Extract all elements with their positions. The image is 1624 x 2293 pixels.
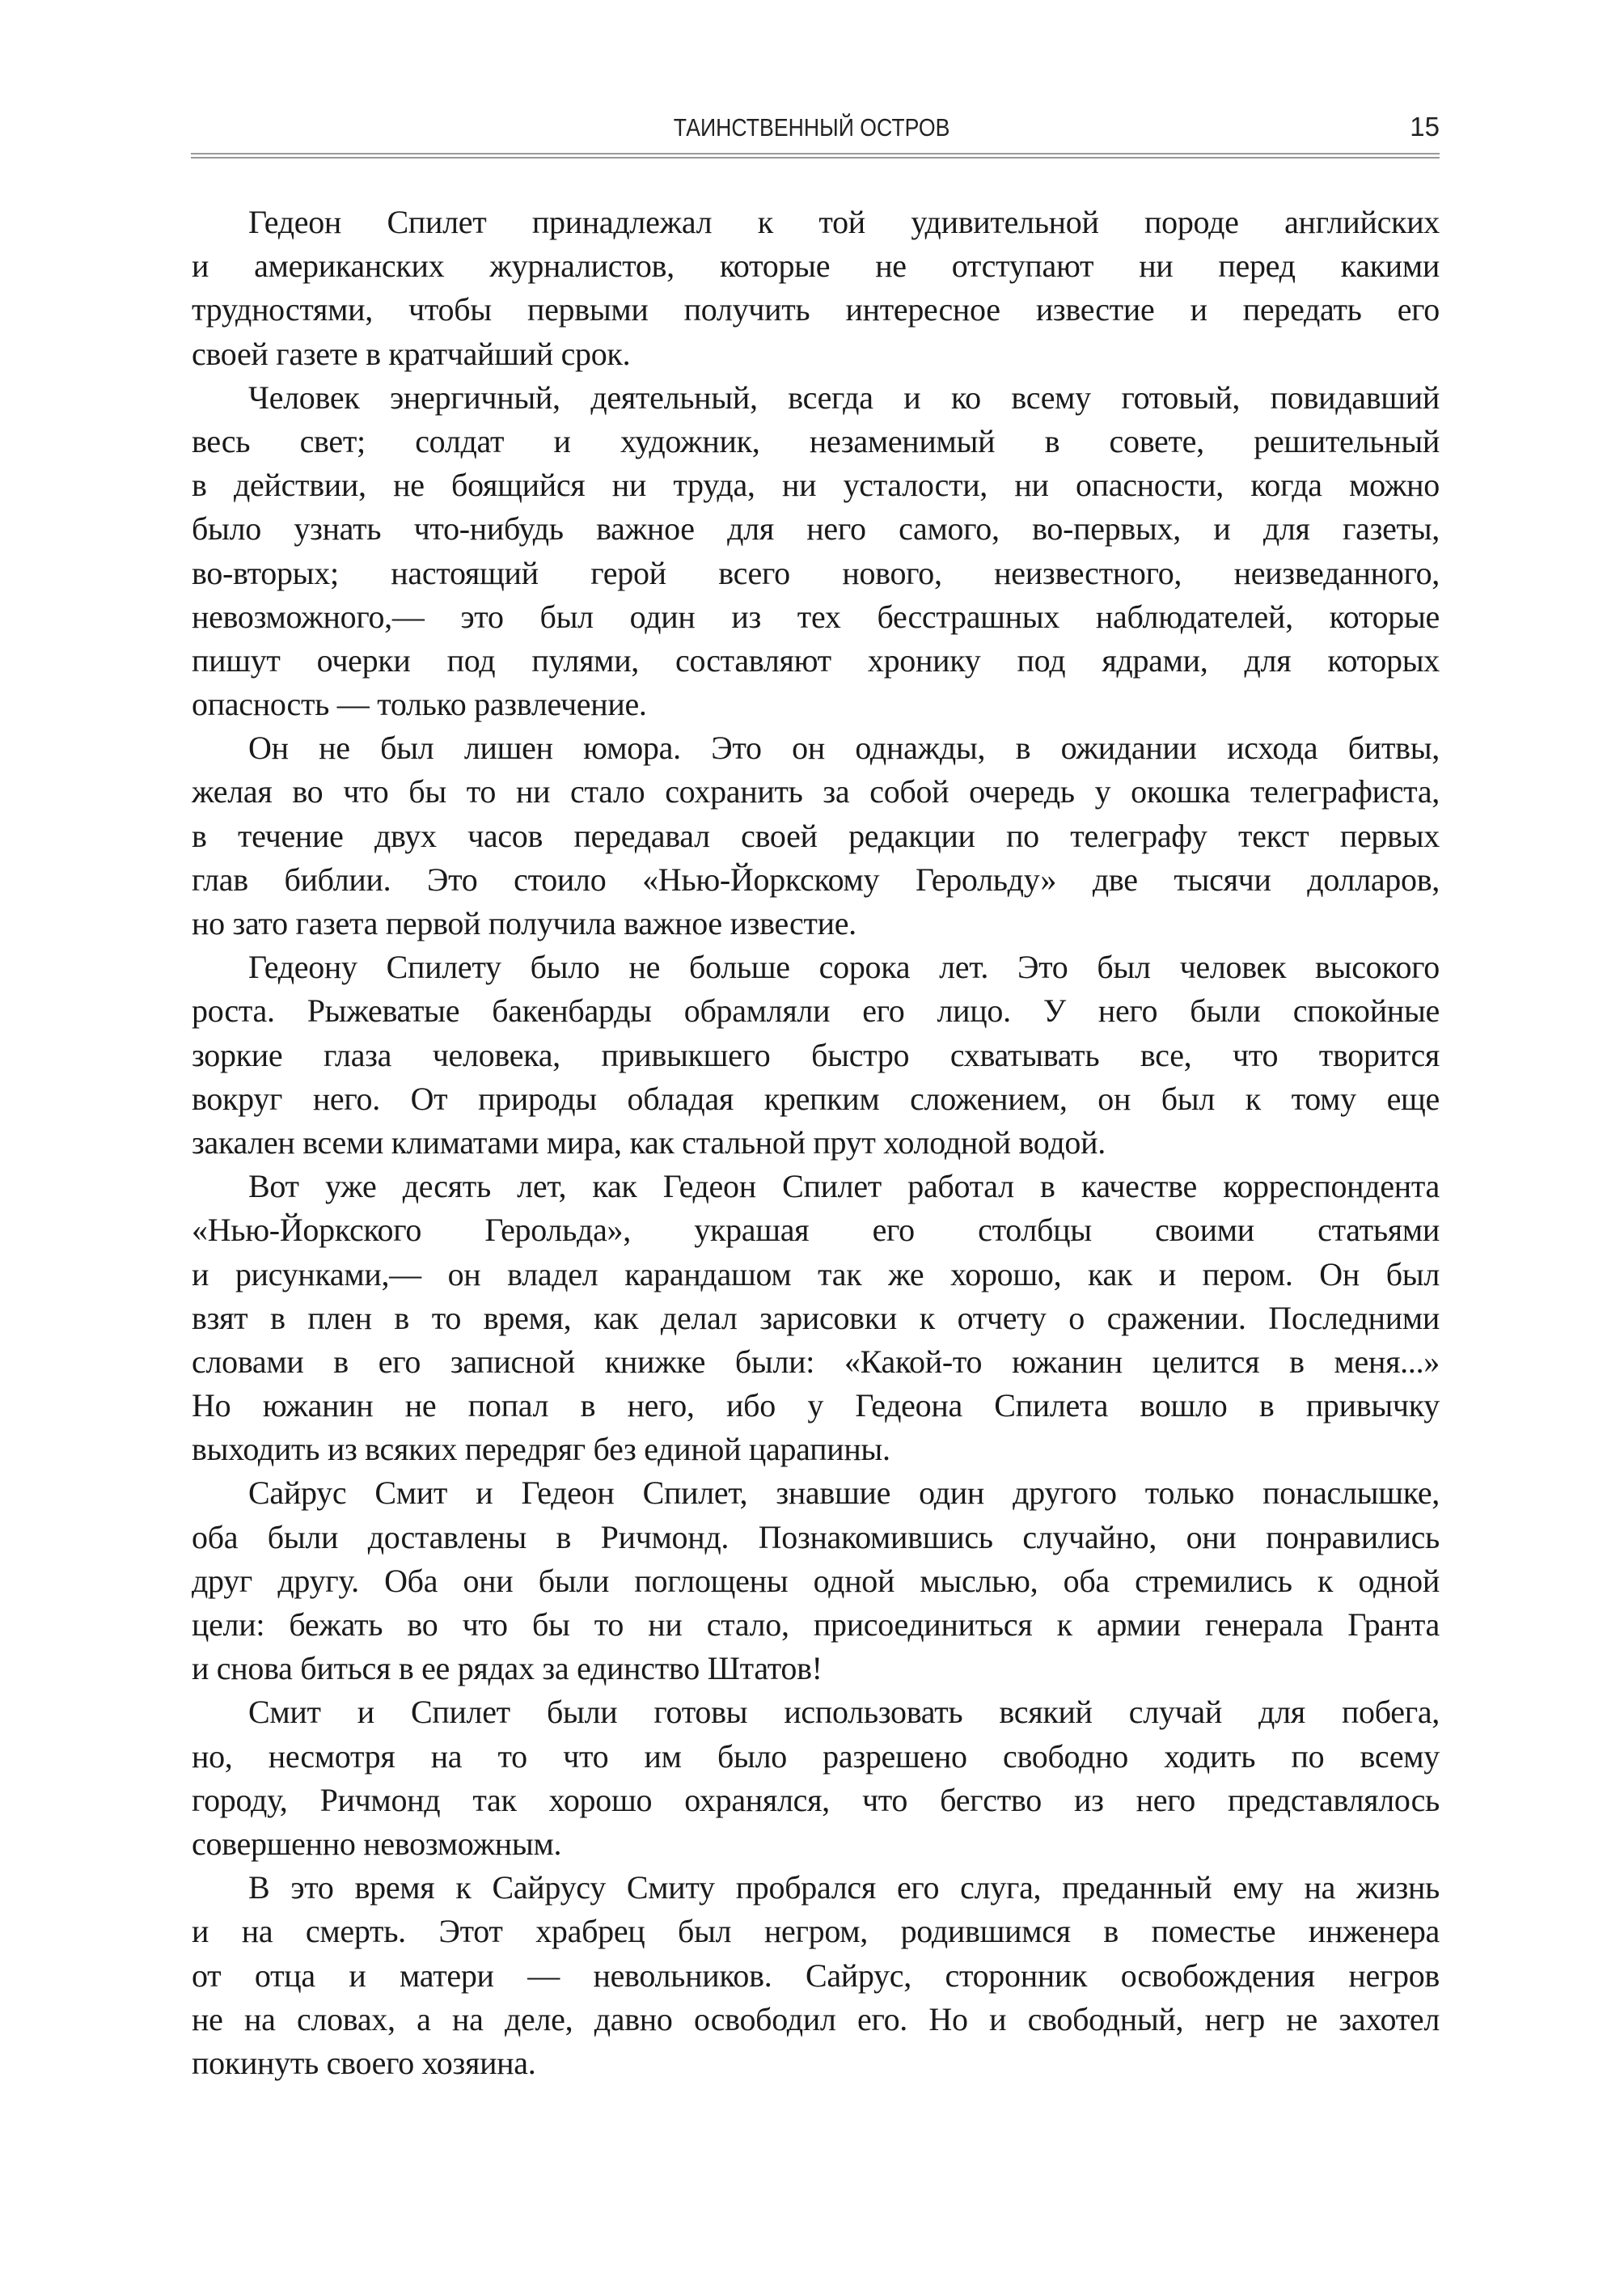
text-line: было узнать что-нибудь важное для него самого, во-первых, и для газеты, xyxy=(192,510,1440,548)
text-line: пишут очерки под пулями, составляют хронику под ядрами, для которых xyxy=(192,641,1440,679)
running-header-title xyxy=(0,113,1624,142)
paragraph xyxy=(192,1866,1440,2085)
text-line: в действии, не боящийся ни труда, ни усталости, ни опасности, когда можно xyxy=(192,467,1440,504)
text-line: городу, Ричмонд так хорошо охранялся, что бегство из него представлялось xyxy=(192,1781,1440,1818)
text-line: Но южанин не попал в него, ибо у Гедеона Спилета вошло в привычку xyxy=(192,1387,1440,1424)
text-line: и на смерть. Этот храбрец был негром, родившимся в поместье инженера xyxy=(192,1913,1440,1950)
text-line: весь свет; солдат и художник, незаменимый в совете, решительный xyxy=(192,422,1440,459)
text-line: совершенно невозможным. xyxy=(192,1825,562,1862)
paragraph xyxy=(192,726,1440,946)
text-line: выходить из всяких передряг без единой царапины. xyxy=(192,1431,890,1468)
paragraph xyxy=(192,1690,1440,1866)
text-line: не на словах, а на деле, давно освободил его. Но и свободный, негр не захотел xyxy=(192,2000,1440,2037)
text-line: оба были доставлены в Ричмонд. Познакомившись случайно, они понравились xyxy=(192,1518,1440,1555)
paragraph xyxy=(192,1165,1440,1471)
text-line: Человек энергичный, деятельный, всегда и ко всему готовый, повидавший xyxy=(248,379,1440,416)
text-line: роста. Рыжеватые бакенбарды обрамляли его лицо. У него были спокойные xyxy=(192,992,1440,1030)
text-line: «Нью-Йоркского Герольда», украшая его столбцы своими статьями xyxy=(192,1212,1440,1249)
text-line: во-вторых; настоящий герой всего нового, неизвестного, неизведанного, xyxy=(192,554,1440,591)
text-line: от отца и матери — невольников. Сайрус, сторонник освобождения негров xyxy=(192,1957,1440,1994)
text-line: Смит и Спилет были готовы использовать всякий случай для побега, xyxy=(248,1694,1440,1731)
text-line: зоркие глаза человека, привыкшего быстро схватывать все, что творится xyxy=(192,1036,1440,1073)
paragraph xyxy=(192,201,1440,376)
text-line: опасность — только развлечение. xyxy=(192,686,647,723)
text-line: вокруг него. От природы обладая крепким сложением, он был к тому еще xyxy=(192,1080,1440,1117)
text-line: Сайрус Смит и Гедеон Спилет, знавшие один другого только понаслышке, xyxy=(248,1474,1440,1512)
text-line: покинуть своего хозяина. xyxy=(192,2044,536,2081)
text-line: невозможного,— это был один из тех бесстрашных наблюдателей, которые xyxy=(192,598,1440,635)
header-rule-bottom xyxy=(191,157,1440,159)
text-line: в течение двух часов передавал своей редакции по телеграфу текст первых xyxy=(192,817,1440,854)
text-line: и американских журналистов, которые не отступают ни перед какими xyxy=(192,247,1440,285)
text-line: желая во что бы то ни стало сохранить за собой очередь у окошка телеграфиста, xyxy=(192,773,1440,810)
paragraph xyxy=(192,376,1440,727)
text-line: но, несмотря на то что им было разрешено свободно ходить по всему xyxy=(192,1737,1440,1775)
text-line: друг другу. Оба они были поглощены одной мыслью, оба стремились к одной xyxy=(192,1562,1440,1599)
body-text xyxy=(192,201,1440,2085)
text-line: В это время к Сайрусу Смиту пробрался его слуга, преданный ему на жизнь xyxy=(248,1869,1440,1906)
text-line: Он не был лишен юмора. Это он однажды, в ожидании исхода битвы, xyxy=(248,730,1440,767)
text-line: цели: бежать во что бы то ни стало, присоединиться к армии генерала Гранта xyxy=(192,1606,1440,1643)
paragraph xyxy=(192,1471,1440,1690)
text-line: взят в плен в то время, как делал зарисовки к отчету о сражении. Последними xyxy=(192,1299,1440,1336)
page-number: 15 xyxy=(1410,112,1440,142)
running-header-title-text: ТАИНСТВЕННЫЙ ОСТРОВ xyxy=(674,113,950,142)
text-line: закален всеми климатами мира, как стальной прут холодной водой. xyxy=(192,1123,1106,1161)
text-line: Гедеону Спилету было не больше сорока лет. Это был человек высокого xyxy=(248,949,1440,986)
text-line: и рисунками,— он владел карандашом так же хорошо, как и пером. Он был xyxy=(192,1255,1440,1292)
text-line: Вот уже десять лет, как Гедеон Спилет работал в качестве корреспондента xyxy=(248,1168,1440,1205)
text-line: Гедеон Спилет принадлежал к той удивительной породе английских xyxy=(248,204,1440,240)
text-line: и снова биться в ее рядах за единство Штатов! xyxy=(192,1650,823,1687)
text-line: но зато газета первой получила важное известие. xyxy=(192,905,856,941)
text-line: трудностями, чтобы первыми получить интересное известие и передать его xyxy=(192,291,1440,328)
text-line: глав библии. Это стоило «Нью-Йоркскому Герольду» две тысячи долларов, xyxy=(192,861,1440,898)
paragraph xyxy=(192,946,1440,1165)
text-line: своей газете в кратчайший срок. xyxy=(192,335,631,372)
text-line: словами в его записной книжке были: «Какой-то южанин целится в меня...» xyxy=(192,1343,1440,1380)
header-rule-top xyxy=(191,153,1440,154)
